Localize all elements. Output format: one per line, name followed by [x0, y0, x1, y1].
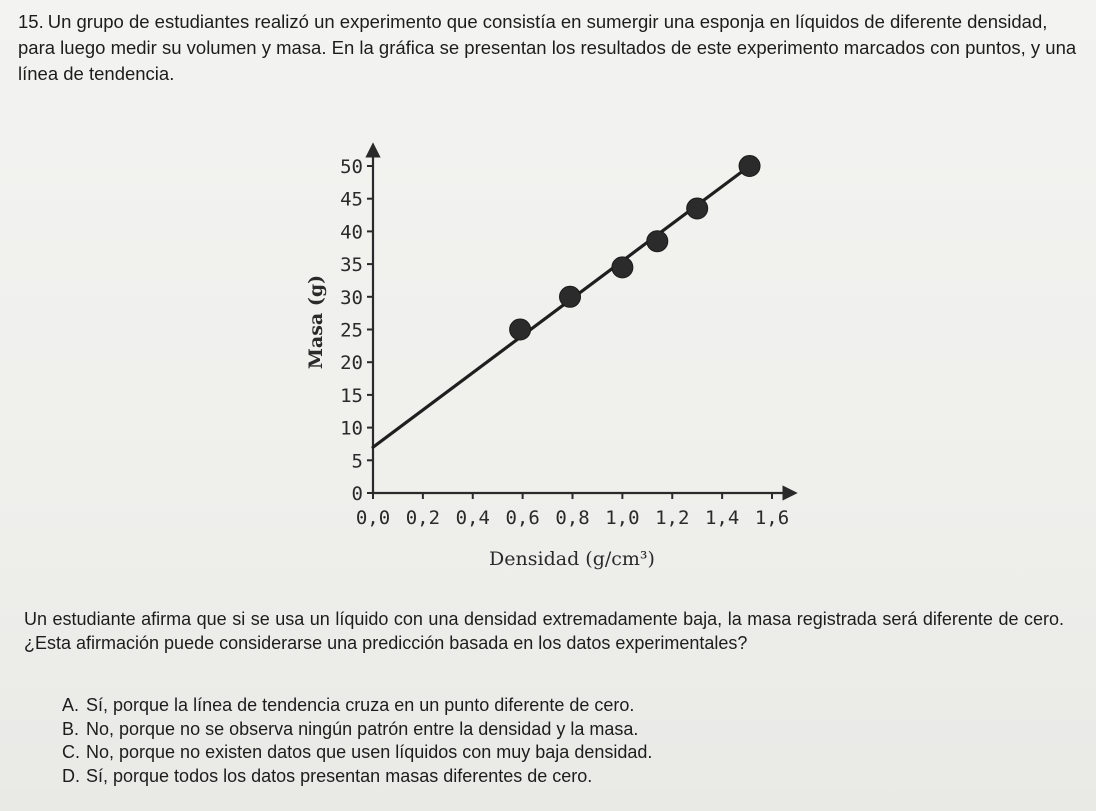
x-tick-label: 0,2: [405, 507, 441, 529]
y-tick-label: 35: [340, 254, 363, 277]
data-point: [647, 231, 668, 252]
y-tick-label: 50: [340, 156, 363, 178]
y-tick-label: 40: [340, 221, 363, 244]
x-tick-label: 0,4: [455, 507, 490, 529]
option-c[interactable]: [62, 741, 652, 765]
x-tick-label: 1,2: [655, 507, 690, 529]
option-b[interactable]: [62, 718, 652, 742]
answer-options: [62, 694, 652, 788]
y-tick-label: 30: [340, 286, 363, 309]
option-letter: A.: [62, 695, 80, 715]
x-tick-label: 1,0: [605, 507, 640, 529]
question-number: 15.: [18, 11, 44, 32]
option-d[interactable]: [62, 765, 652, 789]
y-tick-label: 10: [340, 417, 363, 440]
y-tick-label: 25: [340, 319, 363, 342]
option-a[interactable]: [62, 694, 652, 718]
y-tick-label: 5: [351, 450, 363, 473]
data-point: [560, 286, 581, 307]
x-tick-label: 1,6: [754, 507, 790, 529]
y-tick-label: 20: [340, 352, 363, 375]
data-point: [739, 156, 760, 177]
data-point: [510, 319, 531, 340]
y-tick-label: 0: [351, 483, 363, 505]
data-point: [612, 257, 633, 278]
y-tick-label: 45: [340, 188, 363, 211]
question-body: Un grupo de estudiantes realizó un experimento que consistía en sumergir una esponja en líquidos de diferente densidad, para luego medir su volumen y masa. En la gráfica se presentan los resultados de este experimento marcados con puntos, y una línea de tendencia.: [18, 11, 1077, 84]
option-text: No, porque no se observa ningún patrón entre la densidad y la masa.: [86, 718, 639, 739]
option-text: No, porque no existen datos que usen líquidos con muy baja densidad.: [86, 742, 653, 762]
option-letter: C.: [62, 742, 80, 762]
option-text: Sí, porque la línea de tendencia cruza en un punto diferente de cero.: [86, 695, 635, 715]
data-point: [687, 198, 708, 219]
option-letter: D.: [62, 765, 80, 786]
option-letter: B.: [62, 718, 80, 739]
option-text: Sí, porque todos los datos presentan masas diferentes de cero.: [86, 765, 593, 786]
x-axis-title: Densidad (g/cm³): [489, 548, 655, 570]
y-axis-title: Masa (g): [305, 274, 327, 370]
x-tick-label: 0,8: [555, 507, 590, 529]
y-tick-label: 15: [340, 384, 363, 407]
x-tick-label: 1,4: [704, 507, 740, 529]
x-tick-label: 0,0: [355, 507, 391, 529]
question-stem: Un estudiante afirma que si se usa un líquido con una densidad extremadamente baja, la masa registrada será diferente de cero. ¿Esta afirmación puede considerarse una predicción basada en los datos experimentales?: [24, 609, 1064, 653]
x-tick-label: 0,6: [505, 507, 540, 529]
